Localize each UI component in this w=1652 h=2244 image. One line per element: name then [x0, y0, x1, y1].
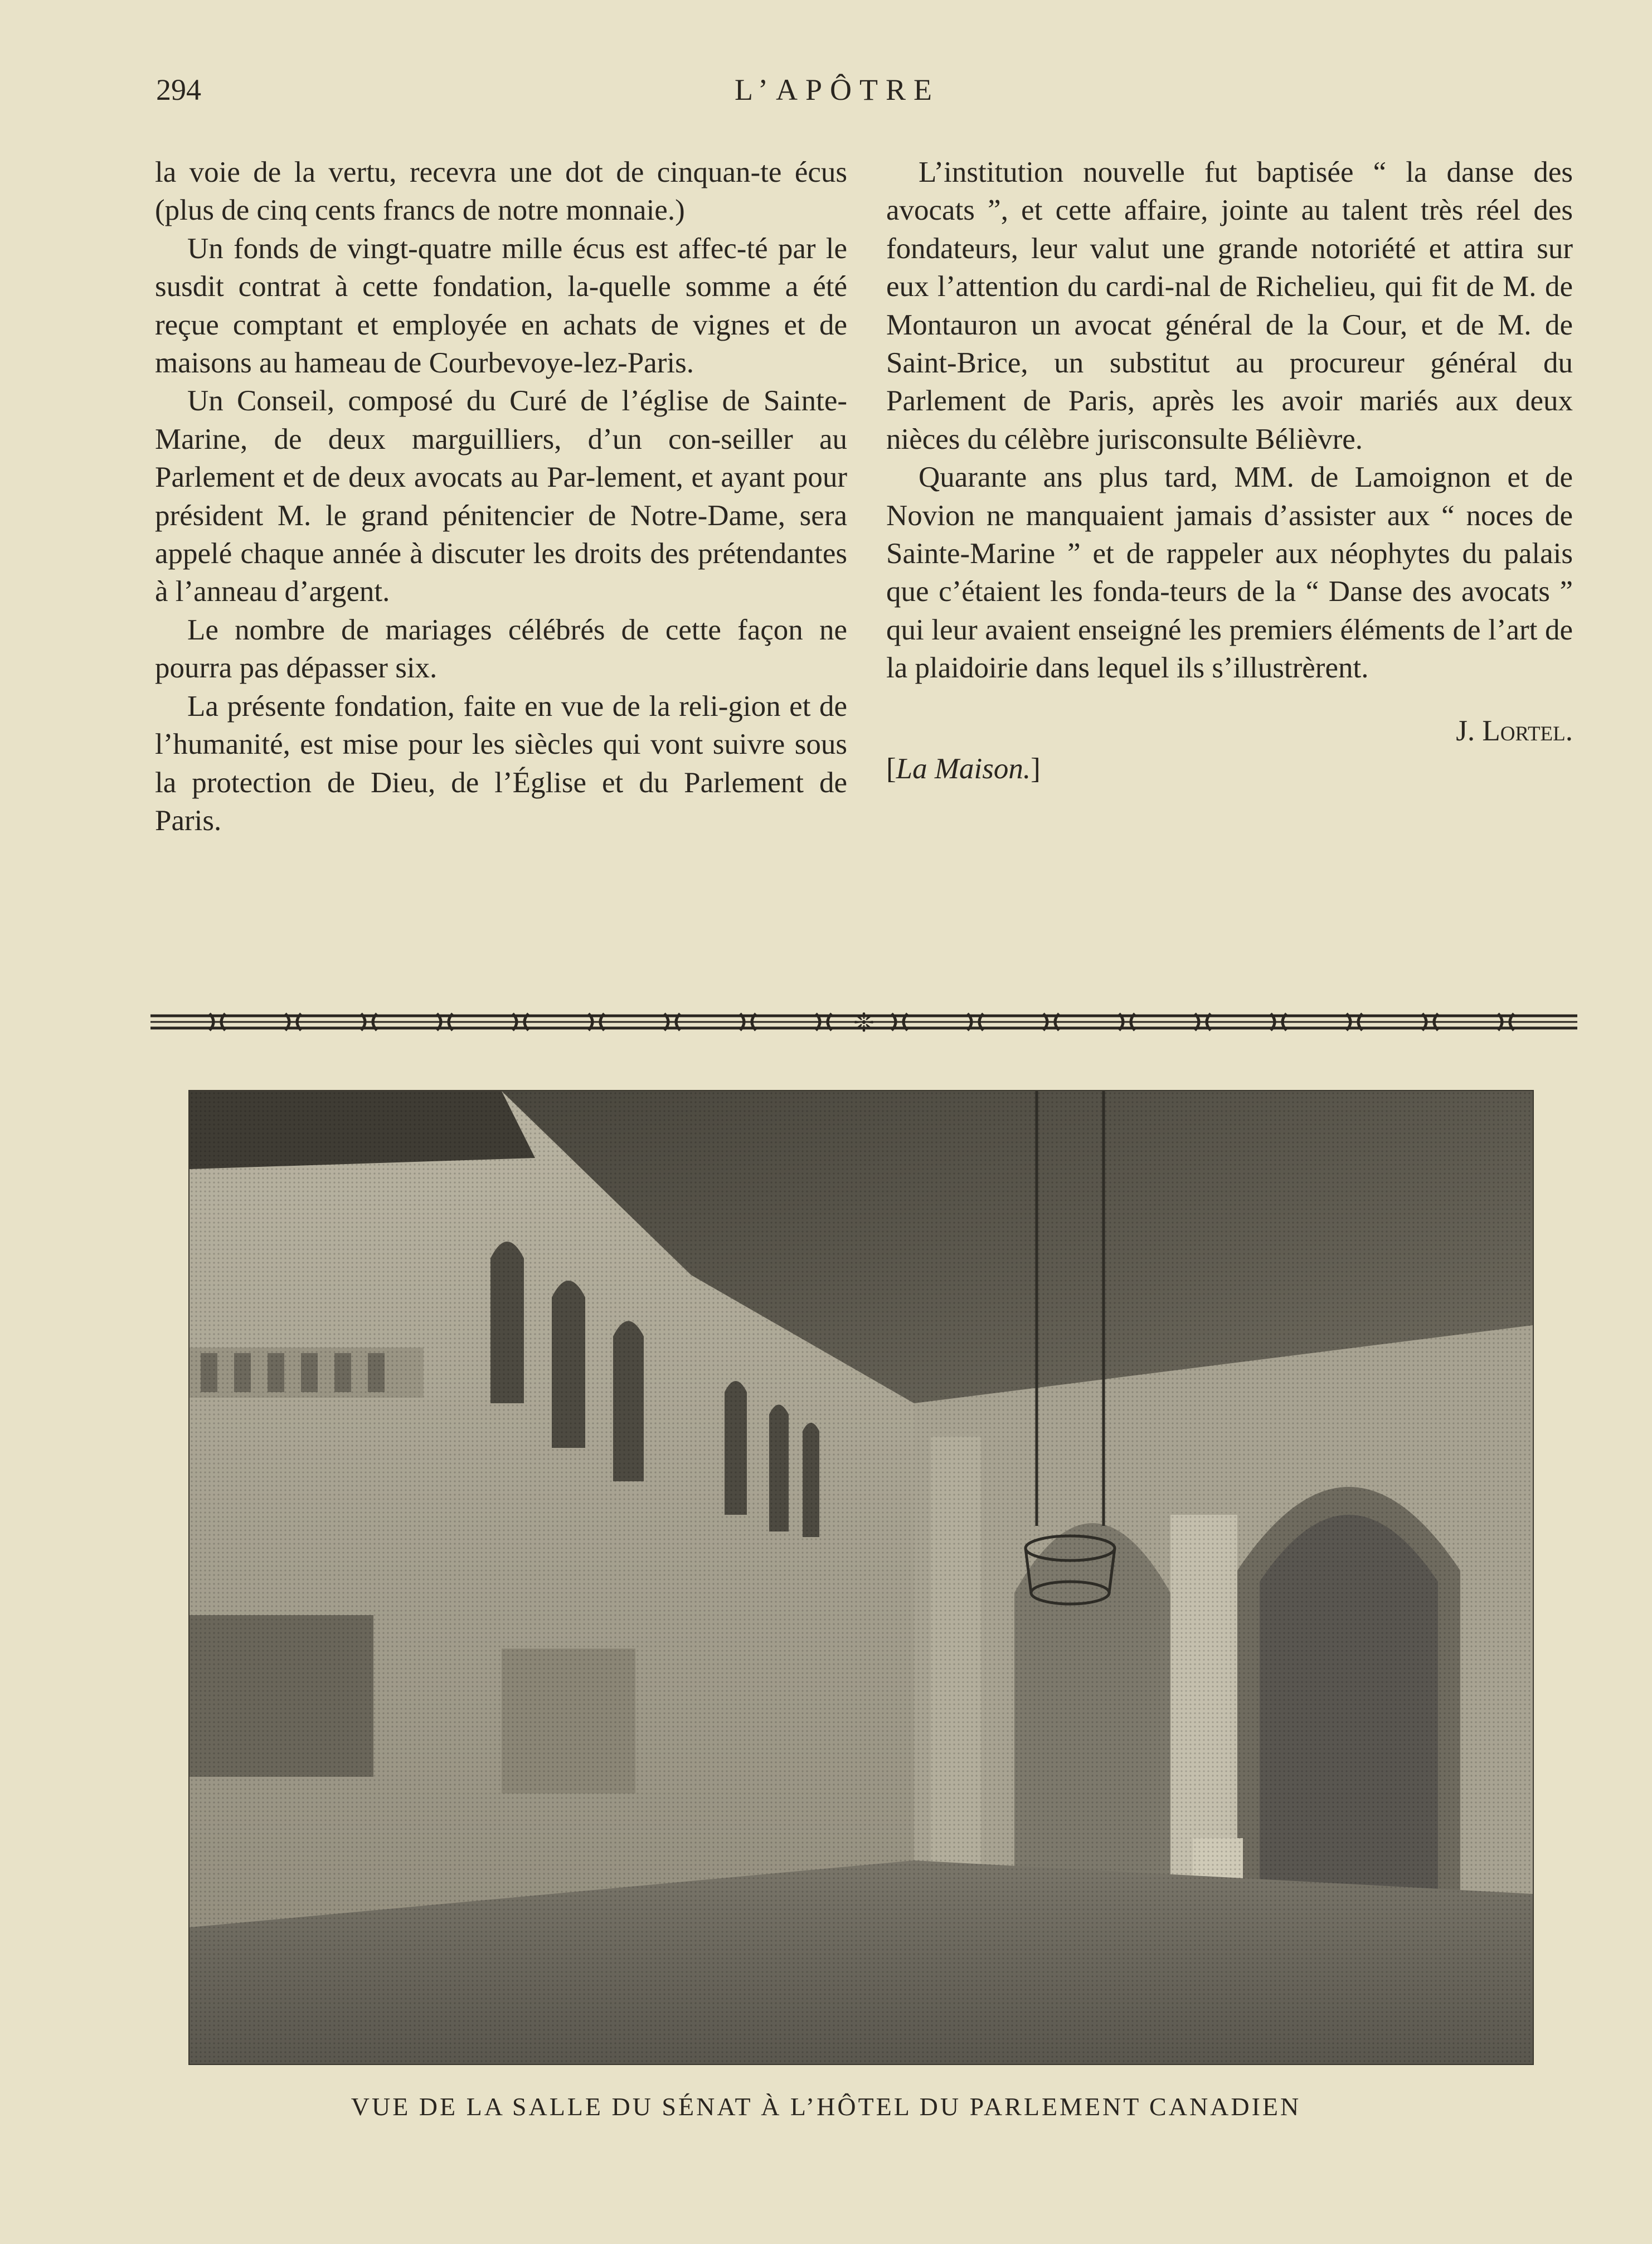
source-title: La Maison. — [896, 753, 1031, 786]
ornamental-divider — [150, 1008, 1577, 1036]
paragraph: la voie de la vertu, recevra une dot de cinquan-te écus (plus de cinq cents francs de notre monnaie.) — [155, 156, 847, 227]
svg-text:❊: ❊ — [853, 1008, 875, 1036]
paragraph: Un fonds de vingt-quatre mille écus est affec-té par le susdit contrat à cette fondation, la-quelle somme a été reçue comptant et employée en achats de vignes et de maisons au hameau de Courbevoye-lez-Paris. — [155, 232, 847, 380]
senate-hall-photograph — [188, 1090, 1534, 2065]
page-header — [156, 72, 1518, 117]
right-column — [886, 153, 1573, 788]
running-title: L’APÔTRE — [734, 73, 940, 106]
paragraph: La présente fondation, faite en vue de la reli-gion et de l’humanité, est mise pour les siècles qui vont suivre sous la protection de Dieu, de l’Église et du Parlement de Paris. — [155, 690, 847, 837]
figure-caption: VUE DE LA SALLE DU SÉNAT À L’HÔTEL DU PARLEMENT CANADIEN — [351, 2092, 1301, 2121]
author-name: Lortel. — [1482, 714, 1573, 747]
paragraph: L’institution nouvelle fut baptisée “ la danse des avocats ”, et cette affaire, jointe au talent très réel des fondateurs, leur valut une grande notoriété et attira sur eux l’attention du cardi-nal de Richelieu, qui fit de M. de Montauron un avocat général de la Cour, et de M. de Saint-Brice, un substitut au procureur général du Parlement de Paris, après les avoir mariés aux deux nièces du célèbre jurisconsulte Bélièvre. — [886, 156, 1573, 455]
page-number: 294 — [156, 73, 201, 106]
author-signature — [886, 712, 1573, 750]
paragraph: Le nombre de mariages célébrés de cette façon ne pourra pas dépasser six. — [155, 613, 847, 685]
paragraph: Un Conseil, composé du Curé de l’église de Sainte-Marine, de deux marguilliers, d’un con-seiller au Parlement et de deux avocats au Par-lement, et ayant pour président M. le grand pénitencier de Notre-Dame, sera appelé chaque année à discuter les droits des prétendantes à l’anneau d’argent. — [155, 385, 847, 608]
source-reference: [La Maison.] — [886, 753, 1041, 786]
left-column — [155, 153, 847, 840]
author-initial: J. — [1456, 714, 1475, 747]
paragraph: Quarante ans plus tard, MM. de Lamoignon et de Novion ne manquaient jamais d’assister aux “ noces de Sainte-Marine ” et de rappeler aux néophytes du palais que c’étaient les fonda-teurs de la “ Danse des avocats ” qui leur avaient enseigné les premiers éléments de l’art de la plaidoirie dans lequel ils s’illustrèrent. — [886, 461, 1573, 685]
